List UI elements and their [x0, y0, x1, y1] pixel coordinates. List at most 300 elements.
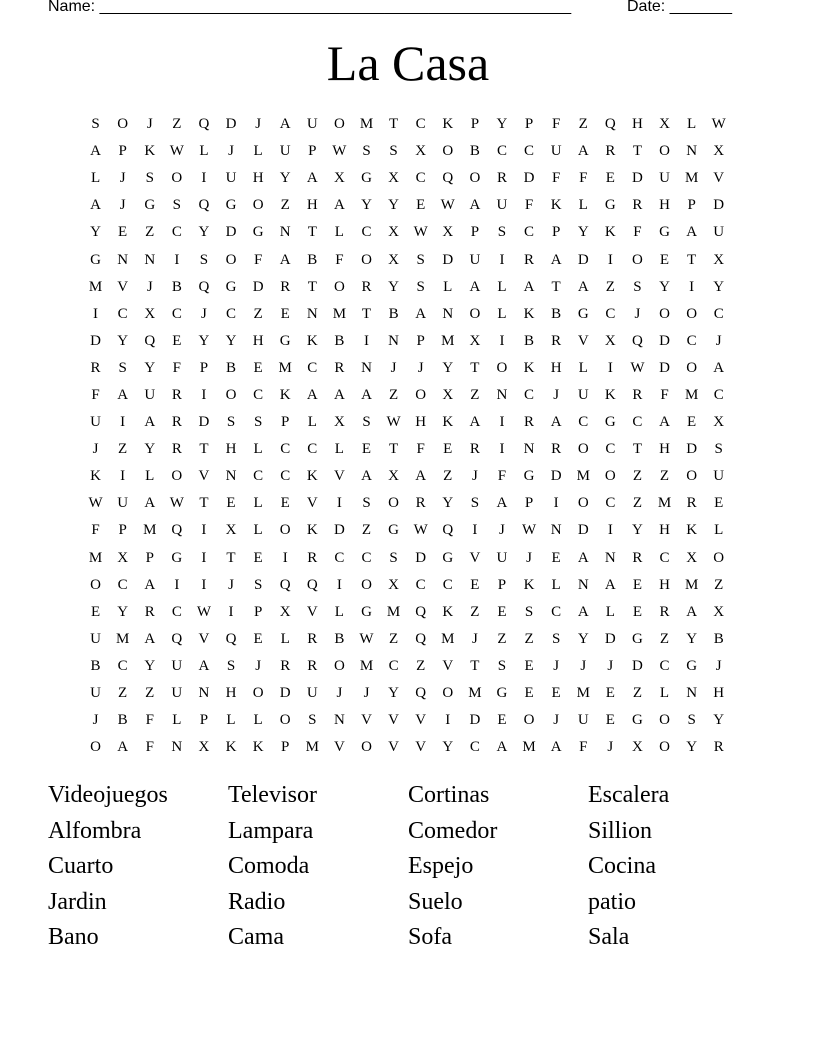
- grid-letter[interactable]: T: [470, 359, 480, 376]
- grid-letter[interactable]: Y: [144, 657, 156, 674]
- grid-letter[interactable]: S: [416, 251, 425, 268]
- grid-letter[interactable]: L: [659, 685, 670, 702]
- grid-letter[interactable]: B: [334, 332, 345, 349]
- grid-letter[interactable]: I: [201, 576, 207, 593]
- grid-letter[interactable]: F: [551, 116, 561, 133]
- grid-letter[interactable]: M: [278, 359, 292, 376]
- grid-letter[interactable]: L: [307, 414, 317, 431]
- grid-letter[interactable]: Z: [524, 630, 534, 647]
- grid-letter[interactable]: Y: [442, 739, 454, 756]
- grid-letter[interactable]: X: [604, 332, 616, 349]
- grid-letter[interactable]: O: [686, 305, 698, 322]
- grid-letter[interactable]: Q: [198, 278, 210, 295]
- grid-letter[interactable]: O: [252, 685, 264, 702]
- grid-letter[interactable]: N: [388, 332, 399, 349]
- grid-letter[interactable]: U: [171, 685, 183, 702]
- grid-letter[interactable]: Q: [442, 170, 454, 187]
- grid-letter[interactable]: I: [607, 251, 613, 268]
- grid-letter[interactable]: U: [713, 468, 725, 485]
- grid-letter[interactable]: O: [388, 495, 399, 512]
- grid-letter[interactable]: B: [388, 305, 399, 322]
- grid-letter[interactable]: N: [686, 143, 698, 160]
- grid-letter[interactable]: P: [687, 197, 696, 214]
- grid-letter[interactable]: C: [171, 305, 182, 322]
- grid-letter[interactable]: A: [333, 197, 345, 214]
- grid-letter[interactable]: W: [88, 495, 103, 512]
- grid-letter[interactable]: L: [578, 197, 588, 214]
- grid-letter[interactable]: X: [415, 143, 427, 160]
- grid-letter[interactable]: E: [659, 251, 670, 268]
- grid-letter[interactable]: A: [306, 386, 318, 403]
- grid-letter[interactable]: I: [689, 278, 695, 295]
- grid-letter[interactable]: L: [199, 143, 209, 160]
- grid-letter[interactable]: Z: [118, 441, 128, 458]
- grid-letter[interactable]: V: [333, 739, 345, 756]
- grid-letter[interactable]: K: [442, 116, 454, 133]
- grid-letter[interactable]: N: [361, 359, 372, 376]
- grid-letter[interactable]: E: [253, 630, 263, 647]
- grid-letter[interactable]: A: [659, 414, 670, 431]
- grid-letter[interactable]: L: [551, 576, 561, 593]
- grid-letter[interactable]: H: [252, 170, 264, 187]
- grid-letter[interactable]: J: [471, 630, 478, 647]
- grid-letter[interactable]: C: [171, 224, 182, 241]
- grid-letter[interactable]: E: [632, 603, 642, 620]
- grid-letter[interactable]: K: [306, 468, 318, 485]
- grid-letter[interactable]: L: [226, 712, 236, 729]
- grid-letter[interactable]: Z: [578, 116, 588, 133]
- grid-letter[interactable]: D: [577, 522, 589, 539]
- grid-letter[interactable]: T: [632, 441, 642, 458]
- grid-letter[interactable]: E: [605, 170, 615, 187]
- grid-letter[interactable]: H: [225, 685, 237, 702]
- grid-letter[interactable]: T: [199, 441, 209, 458]
- grid-letter[interactable]: I: [201, 522, 207, 539]
- grid-letter[interactable]: Y: [686, 630, 698, 647]
- grid-letter[interactable]: C: [415, 116, 426, 133]
- grid-letter[interactable]: A: [144, 414, 156, 431]
- grid-letter[interactable]: W: [169, 495, 184, 512]
- grid-letter[interactable]: M: [305, 739, 319, 756]
- grid-letter[interactable]: P: [551, 224, 561, 241]
- grid-letter[interactable]: O: [659, 712, 670, 729]
- grid-letter[interactable]: F: [497, 468, 507, 485]
- grid-letter[interactable]: C: [226, 305, 237, 322]
- grid-letter[interactable]: X: [117, 549, 129, 566]
- grid-letter[interactable]: A: [361, 468, 372, 485]
- grid-letter[interactable]: R: [551, 332, 562, 349]
- grid-letter[interactable]: J: [471, 468, 478, 485]
- grid-letter[interactable]: Y: [577, 224, 589, 241]
- grid-letter[interactable]: I: [445, 712, 451, 729]
- grid-letter[interactable]: W: [440, 197, 455, 214]
- grid-letter[interactable]: A: [90, 143, 101, 160]
- grid-letter[interactable]: U: [659, 170, 670, 187]
- grid-letter[interactable]: V: [361, 712, 372, 729]
- grid-letter[interactable]: E: [280, 305, 290, 322]
- grid-letter[interactable]: I: [499, 414, 505, 431]
- grid-letter[interactable]: A: [713, 359, 725, 376]
- grid-letter[interactable]: O: [659, 739, 670, 756]
- grid-letter[interactable]: C: [361, 549, 372, 566]
- grid-letter[interactable]: R: [361, 278, 372, 295]
- grid-letter[interactable]: V: [306, 495, 318, 512]
- grid-letter[interactable]: B: [226, 359, 237, 376]
- grid-letter[interactable]: W: [332, 143, 347, 160]
- grid-letter[interactable]: N: [523, 441, 535, 458]
- grid-letter[interactable]: M: [359, 116, 374, 133]
- grid-letter[interactable]: S: [551, 630, 561, 647]
- grid-letter[interactable]: E: [416, 197, 426, 214]
- grid-letter[interactable]: Z: [388, 386, 399, 403]
- grid-letter[interactable]: D: [225, 116, 237, 133]
- grid-letter[interactable]: A: [469, 197, 481, 214]
- grid-letter[interactable]: O: [90, 739, 101, 756]
- grid-letter[interactable]: X: [198, 739, 210, 756]
- grid-letter[interactable]: X: [333, 414, 345, 431]
- grid-letter[interactable]: O: [442, 143, 454, 160]
- grid-letter[interactable]: D: [659, 332, 670, 349]
- grid-letter[interactable]: B: [551, 305, 562, 322]
- grid-letter[interactable]: R: [686, 495, 697, 512]
- grid-letter[interactable]: C: [117, 305, 128, 322]
- grid-letter[interactable]: P: [118, 143, 127, 160]
- grid-letter[interactable]: R: [469, 441, 480, 458]
- grid-letter[interactable]: E: [90, 603, 101, 620]
- grid-letter[interactable]: H: [252, 332, 264, 349]
- grid-letter[interactable]: L: [497, 278, 507, 295]
- grid-letter[interactable]: E: [551, 685, 561, 702]
- grid-letter[interactable]: C: [578, 414, 589, 431]
- grid-letter[interactable]: X: [388, 224, 399, 241]
- grid-letter[interactable]: G: [577, 305, 589, 322]
- grid-letter[interactable]: C: [605, 441, 616, 458]
- grid-letter[interactable]: O: [469, 305, 481, 322]
- grid-letter[interactable]: I: [499, 441, 505, 458]
- grid-letter[interactable]: V: [469, 549, 481, 566]
- grid-letter[interactable]: Q: [198, 197, 210, 214]
- grid-letter[interactable]: K: [90, 468, 101, 485]
- grid-letter[interactable]: Q: [442, 522, 454, 539]
- grid-letter[interactable]: T: [388, 116, 399, 133]
- grid-letter[interactable]: D: [686, 441, 698, 458]
- grid-letter[interactable]: O: [632, 251, 643, 268]
- grid-letter[interactable]: Q: [415, 630, 427, 647]
- grid-letter[interactable]: G: [279, 332, 291, 349]
- grid-letter[interactable]: M: [359, 657, 374, 674]
- grid-letter[interactable]: R: [551, 441, 562, 458]
- grid-letter[interactable]: L: [172, 712, 182, 729]
- grid-letter[interactable]: J: [119, 197, 126, 214]
- grid-letter[interactable]: S: [145, 170, 154, 187]
- grid-letter[interactable]: X: [659, 116, 670, 133]
- grid-letter[interactable]: X: [713, 143, 725, 160]
- grid-letter[interactable]: R: [171, 414, 182, 431]
- grid-letter[interactable]: S: [199, 251, 209, 268]
- grid-letter[interactable]: L: [687, 116, 697, 133]
- grid-letter[interactable]: R: [524, 251, 535, 268]
- grid-letter[interactable]: S: [362, 414, 371, 431]
- grid-letter[interactable]: O: [279, 712, 291, 729]
- grid-letter[interactable]: R: [632, 197, 643, 214]
- grid-letter[interactable]: K: [604, 386, 616, 403]
- grid-letter[interactable]: S: [253, 576, 263, 593]
- grid-letter[interactable]: G: [225, 278, 237, 295]
- grid-letter[interactable]: A: [686, 603, 698, 620]
- grid-letter[interactable]: U: [577, 386, 589, 403]
- grid-letter[interactable]: K: [252, 739, 264, 756]
- grid-letter[interactable]: I: [336, 576, 342, 593]
- grid-letter[interactable]: F: [91, 386, 100, 403]
- grid-letter[interactable]: Z: [280, 197, 290, 214]
- grid-letter[interactable]: C: [253, 468, 264, 485]
- grid-letter[interactable]: O: [604, 468, 616, 485]
- grid-letter[interactable]: C: [686, 332, 697, 349]
- grid-letter[interactable]: P: [470, 224, 480, 241]
- grid-letter[interactable]: R: [632, 386, 643, 403]
- grid-letter[interactable]: X: [713, 603, 725, 620]
- grid-letter[interactable]: Y: [388, 197, 399, 214]
- grid-letter[interactable]: Z: [443, 468, 453, 485]
- grid-letter[interactable]: U: [550, 143, 562, 160]
- grid-letter[interactable]: E: [687, 414, 697, 431]
- grid-letter[interactable]: A: [523, 278, 535, 295]
- grid-letter[interactable]: G: [496, 685, 508, 702]
- grid-letter[interactable]: C: [388, 657, 399, 674]
- grid-letter[interactable]: M: [441, 630, 455, 647]
- grid-letter[interactable]: U: [713, 224, 725, 241]
- grid-letter[interactable]: D: [550, 468, 562, 485]
- grid-letter[interactable]: Y: [198, 224, 210, 241]
- grid-letter[interactable]: J: [119, 170, 126, 187]
- grid-letter[interactable]: D: [90, 332, 101, 349]
- grid-letter[interactable]: S: [389, 143, 398, 160]
- grid-letter[interactable]: D: [442, 251, 454, 268]
- grid-letter[interactable]: A: [117, 386, 129, 403]
- grid-letter[interactable]: J: [228, 576, 234, 593]
- grid-letter[interactable]: C: [469, 739, 480, 756]
- grid-letter[interactable]: J: [634, 305, 641, 322]
- grid-letter[interactable]: L: [334, 441, 344, 458]
- grid-letter[interactable]: J: [607, 739, 614, 756]
- grid-letter[interactable]: O: [496, 359, 508, 376]
- grid-letter[interactable]: C: [632, 414, 643, 431]
- grid-letter[interactable]: N: [144, 251, 156, 268]
- grid-letter[interactable]: C: [524, 224, 535, 241]
- grid-letter[interactable]: W: [196, 603, 211, 620]
- grid-letter[interactable]: Z: [470, 386, 480, 403]
- grid-letter[interactable]: E: [632, 576, 642, 593]
- grid-letter[interactable]: V: [117, 278, 129, 295]
- grid-letter[interactable]: W: [413, 224, 428, 241]
- grid-letter[interactable]: E: [605, 712, 615, 729]
- grid-letter[interactable]: V: [388, 739, 399, 756]
- grid-letter[interactable]: T: [687, 251, 697, 268]
- grid-letter[interactable]: G: [388, 522, 399, 539]
- grid-letter[interactable]: P: [524, 495, 534, 512]
- grid-letter[interactable]: J: [255, 657, 262, 674]
- grid-letter[interactable]: P: [199, 712, 209, 729]
- grid-letter[interactable]: G: [144, 197, 156, 214]
- grid-letter[interactable]: O: [713, 549, 725, 566]
- grid-letter[interactable]: Q: [225, 630, 237, 647]
- grid-letter[interactable]: H: [659, 522, 670, 539]
- grid-letter[interactable]: G: [252, 224, 264, 241]
- grid-letter[interactable]: A: [577, 549, 589, 566]
- grid-letter[interactable]: V: [442, 657, 454, 674]
- grid-letter[interactable]: G: [361, 170, 372, 187]
- grid-letter[interactable]: U: [225, 170, 237, 187]
- grid-letter[interactable]: R: [280, 657, 291, 674]
- grid-letter[interactable]: Q: [306, 576, 318, 593]
- grid-letter[interactable]: N: [306, 305, 318, 322]
- grid-letter[interactable]: H: [659, 197, 670, 214]
- grid-letter[interactable]: O: [333, 116, 345, 133]
- grid-letter[interactable]: I: [201, 386, 207, 403]
- grid-letter[interactable]: L: [90, 170, 101, 187]
- grid-letter[interactable]: L: [605, 603, 615, 620]
- grid-letter[interactable]: B: [469, 143, 480, 160]
- grid-letter[interactable]: V: [577, 332, 589, 349]
- grid-letter[interactable]: K: [604, 224, 616, 241]
- grid-letter[interactable]: C: [524, 143, 535, 160]
- grid-letter[interactable]: A: [361, 386, 372, 403]
- grid-letter[interactable]: E: [172, 332, 182, 349]
- grid-letter[interactable]: C: [307, 359, 318, 376]
- grid-letter[interactable]: H: [225, 441, 237, 458]
- grid-letter[interactable]: E: [361, 441, 372, 458]
- grid-letter[interactable]: C: [713, 386, 724, 403]
- grid-letter[interactable]: S: [524, 603, 534, 620]
- grid-letter[interactable]: A: [686, 224, 698, 241]
- grid-letter[interactable]: D: [659, 359, 670, 376]
- grid-letter[interactable]: A: [144, 630, 156, 647]
- grid-letter[interactable]: U: [279, 143, 291, 160]
- grid-letter[interactable]: X: [442, 224, 454, 241]
- grid-letter[interactable]: I: [201, 170, 207, 187]
- name-field[interactable]: Name: _____________________________________________________: [48, 0, 572, 15]
- grid-letter[interactable]: Y: [713, 278, 725, 295]
- grid-letter[interactable]: R: [415, 495, 426, 512]
- grid-letter[interactable]: Z: [145, 685, 155, 702]
- grid-letter[interactable]: H: [632, 116, 643, 133]
- grid-letter[interactable]: C: [605, 495, 616, 512]
- grid-letter[interactable]: S: [389, 549, 398, 566]
- grid-letter[interactable]: L: [253, 143, 263, 160]
- grid-letter[interactable]: L: [253, 522, 263, 539]
- grid-letter[interactable]: C: [551, 603, 562, 620]
- grid-letter[interactable]: E: [551, 549, 561, 566]
- grid-letter[interactable]: N: [225, 468, 237, 485]
- grid-letter[interactable]: D: [225, 224, 237, 241]
- grid-letter[interactable]: T: [199, 495, 209, 512]
- grid-letter[interactable]: H: [306, 197, 318, 214]
- grid-letter[interactable]: R: [524, 414, 535, 431]
- grid-letter[interactable]: Y: [632, 522, 643, 539]
- grid-letter[interactable]: Z: [118, 685, 128, 702]
- grid-letter[interactable]: K: [442, 603, 454, 620]
- grid-letter[interactable]: P: [281, 739, 290, 756]
- grid-letter[interactable]: N: [279, 224, 291, 241]
- grid-letter[interactable]: D: [252, 278, 264, 295]
- grid-letter[interactable]: O: [333, 278, 345, 295]
- grid-letter[interactable]: U: [496, 197, 508, 214]
- grid-letter[interactable]: O: [686, 359, 698, 376]
- grid-letter[interactable]: U: [306, 116, 318, 133]
- grid-letter[interactable]: F: [551, 170, 561, 187]
- grid-letter[interactable]: R: [334, 359, 345, 376]
- grid-letter[interactable]: M: [684, 170, 699, 187]
- grid-letter[interactable]: O: [117, 116, 129, 133]
- grid-letter[interactable]: A: [577, 143, 589, 160]
- grid-letter[interactable]: A: [577, 278, 589, 295]
- grid-letter[interactable]: N: [442, 305, 454, 322]
- grid-letter[interactable]: O: [252, 197, 264, 214]
- grid-letter[interactable]: K: [144, 143, 156, 160]
- grid-letter[interactable]: S: [226, 414, 236, 431]
- grid-letter[interactable]: A: [604, 576, 616, 593]
- grid-letter[interactable]: T: [388, 441, 399, 458]
- grid-letter[interactable]: J: [228, 143, 234, 160]
- grid-letter[interactable]: O: [659, 305, 670, 322]
- grid-letter[interactable]: L: [578, 359, 588, 376]
- grid-letter[interactable]: A: [415, 468, 427, 485]
- grid-letter[interactable]: B: [171, 278, 182, 295]
- grid-letter[interactable]: B: [307, 251, 318, 268]
- grid-letter[interactable]: K: [442, 414, 454, 431]
- grid-letter[interactable]: A: [415, 305, 427, 322]
- grid-letter[interactable]: G: [632, 712, 643, 729]
- grid-letter[interactable]: S: [687, 712, 696, 729]
- grid-letter[interactable]: O: [361, 739, 372, 756]
- grid-letter[interactable]: O: [90, 576, 101, 593]
- grid-letter[interactable]: B: [117, 712, 128, 729]
- grid-letter[interactable]: E: [118, 224, 128, 241]
- grid-letter[interactable]: Q: [632, 332, 643, 349]
- grid-letter[interactable]: N: [171, 739, 183, 756]
- grid-letter[interactable]: R: [713, 739, 724, 756]
- grid-letter[interactable]: J: [390, 359, 397, 376]
- grid-letter[interactable]: P: [416, 332, 425, 349]
- grid-letter[interactable]: L: [443, 278, 453, 295]
- grid-letter[interactable]: I: [553, 495, 559, 512]
- grid-letter[interactable]: M: [657, 495, 672, 512]
- grid-letter[interactable]: I: [174, 251, 180, 268]
- grid-letter[interactable]: U: [469, 251, 481, 268]
- grid-letter[interactable]: Z: [632, 685, 642, 702]
- grid-letter[interactable]: M: [576, 468, 590, 485]
- grid-letter[interactable]: V: [713, 170, 725, 187]
- grid-letter[interactable]: C: [496, 143, 507, 160]
- grid-letter[interactable]: S: [497, 224, 507, 241]
- grid-letter[interactable]: C: [524, 386, 535, 403]
- grid-letter[interactable]: Q: [279, 576, 291, 593]
- grid-letter[interactable]: M: [88, 549, 103, 566]
- grid-letter[interactable]: I: [93, 305, 99, 322]
- grid-letter[interactable]: G: [90, 251, 101, 268]
- grid-letter[interactable]: R: [605, 143, 616, 160]
- grid-letter[interactable]: V: [198, 630, 210, 647]
- grid-letter[interactable]: D: [523, 170, 535, 187]
- grid-letter[interactable]: S: [470, 495, 480, 512]
- grid-letter[interactable]: L: [145, 468, 155, 485]
- grid-letter[interactable]: Z: [714, 576, 724, 593]
- grid-letter[interactable]: A: [469, 414, 481, 431]
- grid-letter[interactable]: R: [307, 630, 318, 647]
- grid-letter[interactable]: O: [577, 495, 589, 512]
- grid-letter[interactable]: A: [90, 197, 101, 214]
- grid-letter[interactable]: Z: [605, 278, 615, 295]
